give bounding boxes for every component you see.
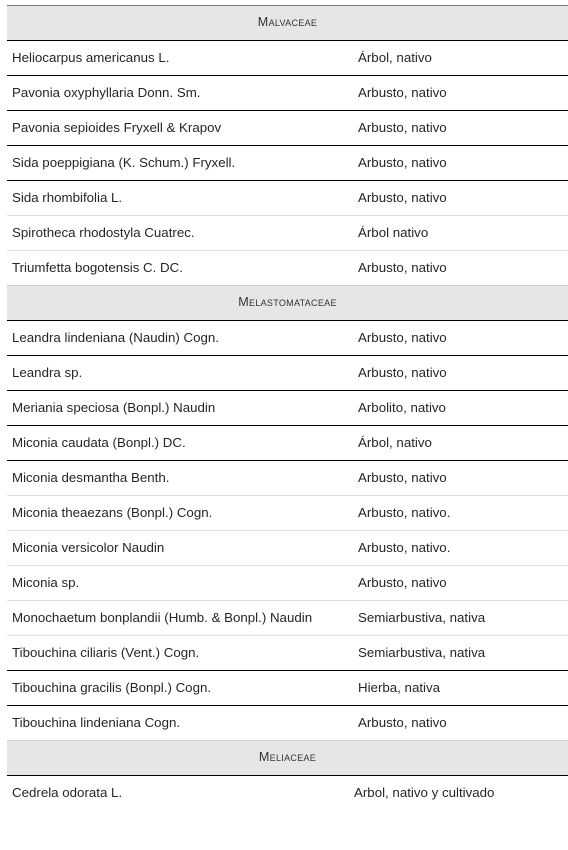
species-row (7, 250, 568, 285)
species-row (7, 495, 568, 530)
family-header-row (7, 740, 568, 775)
species-status: Arbusto, nativo (358, 365, 447, 380)
species-status: Arbusto, nativo (358, 120, 447, 135)
family-header-row (7, 5, 568, 40)
species-row (7, 600, 568, 635)
species-name: Miconia caudata (Bonpl.) DC. (12, 435, 186, 450)
species-name: Meriania speciosa (Bonpl.) Naudin (12, 400, 216, 415)
species-row (7, 145, 568, 180)
species-status: Arbusto, nativo (358, 155, 447, 170)
species-row (7, 390, 568, 425)
species-row (7, 320, 568, 355)
species-name: Tibouchina gracilis (Bonpl.) Cogn. (12, 680, 212, 695)
species-name: Leandra lindeniana (Naudin) Cogn. (12, 330, 219, 345)
species-row (7, 40, 568, 75)
species-name: Pavonia oxyphyllaria Donn. Sm. (12, 85, 201, 100)
species-row (7, 635, 568, 670)
species-row (7, 460, 568, 495)
species-status: Árbol, nativo (358, 435, 432, 450)
species-row (7, 355, 568, 390)
species-row (7, 75, 568, 110)
species-name: Monochaetum bonplandii (Humb. & Bonpl.) Naudin (12, 610, 313, 625)
family-header-row (7, 285, 568, 320)
family-name: Meliaceae (258, 750, 317, 764)
species-row (7, 565, 568, 600)
family-name: Malvaceae (257, 15, 318, 29)
species-name: Spirotheca rhodostyla Cuatrec. (12, 225, 195, 240)
species-status: Árbol nativo (358, 225, 429, 240)
species-row (7, 180, 568, 215)
species-name: Sida poeppigiana (K. Schum.) Fryxell. (12, 155, 236, 170)
species-status: Arbusto, nativo (358, 715, 447, 730)
species-status: Arbusto, nativo (358, 470, 447, 485)
species-row (7, 705, 568, 740)
species-status: Semiarbustiva, nativa (358, 610, 486, 625)
species-name: Tibouchina lindeniana Cogn. (12, 715, 181, 730)
species-row (7, 530, 568, 565)
species-name: Tibouchina ciliaris (Vent.) Cogn. (12, 645, 200, 660)
family-name: Melastomataceae (238, 295, 337, 309)
species-name: Cedrela odorata L. (12, 785, 123, 800)
species-name: Miconia theaezans (Bonpl.) Cogn. (12, 505, 213, 520)
species-name: Miconia versicolor Naudin (12, 540, 165, 555)
species-status: Semiarbustiva, nativa (358, 645, 486, 660)
species-status: Arbusto, nativo (358, 190, 447, 205)
species-status: Arbusto, nativo (358, 330, 447, 345)
species-table (7, 5, 568, 810)
species-name: Leandra sp. (12, 365, 83, 380)
species-name: Pavonia sepioides Fryxell & Krapov (12, 120, 222, 135)
species-status: Arbusto, nativo (358, 260, 447, 275)
species-name: Miconia sp. (12, 575, 80, 590)
species-row (7, 215, 568, 250)
species-status: Arbusto, nativo. (358, 540, 451, 555)
species-row (7, 425, 568, 460)
species-status: Arbusto, nativo. (358, 505, 451, 520)
species-status: Arbol, nativo y cultivado (354, 785, 495, 800)
species-name: Miconia desmantha Benth. (12, 470, 170, 485)
species-name: Heliocarpus americanus L. (12, 50, 170, 65)
species-status: Arbusto, nativo (358, 85, 447, 100)
species-name: Triumfetta bogotensis C. DC. (12, 260, 183, 275)
species-name: Sida rhombifolia L. (12, 190, 123, 205)
species-row (7, 110, 568, 145)
species-status: Arbusto, nativo (358, 575, 447, 590)
species-status: Hierba, nativa (358, 680, 441, 695)
species-status: Árbol, nativo (358, 50, 432, 65)
species-row (7, 775, 568, 810)
species-status: Arbolito, nativo (358, 400, 446, 415)
species-row (7, 670, 568, 705)
